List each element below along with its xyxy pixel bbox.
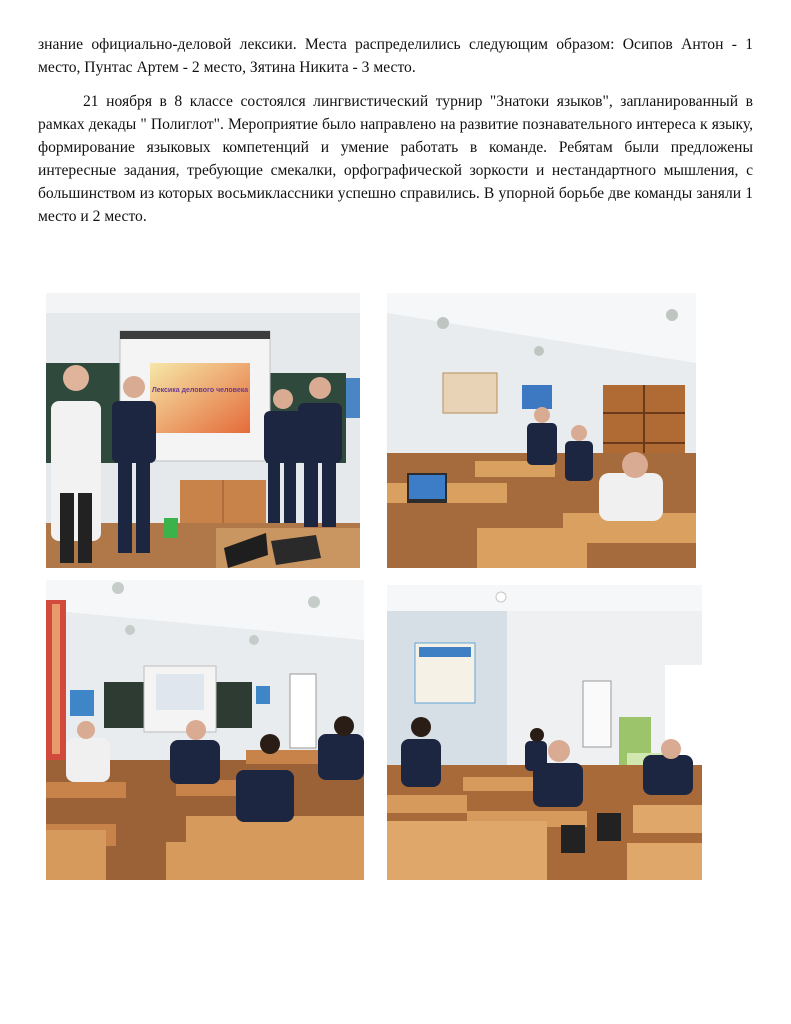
slide-title: Лексика делового человека — [151, 387, 249, 394]
photo-classroom-writing — [387, 585, 702, 880]
paragraph-results: знание официально-деловой лексики. Места распределились следующим образом: Осипов Антон - 1 место, Пунтас Артем - 2 место, Зятина Никита - 3 место. — [38, 36, 753, 76]
paragraph-tournament: 21 ноября в 8 классе состоялся лингвистический турнир "Знатоки языков", запланированный в рамках декады " Полиглот". Мероприятие было направлено на развитие познавательного интереса к языку, формирование языковых компетенций и умение работать в команде. Ребятам были предложены интересные задания, требующие смекалки, орфографической зоркости и нестандартного мышления, с большинством из которых восьмиклассники успешно справились. В упорной борьбе две команды заняли 1 место и 2 место. — [38, 93, 753, 225]
photo-classroom-desks — [387, 293, 696, 568]
photo-presentation — [46, 293, 360, 568]
document-text — [38, 33, 753, 228]
photo-classroom-projector — [46, 580, 364, 880]
